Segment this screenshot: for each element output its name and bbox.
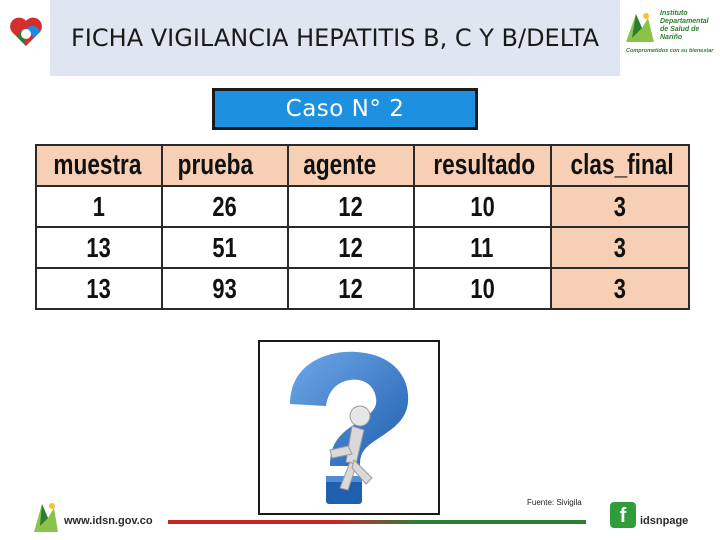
institute-name: Instituto Departamental de Salud de Nariño — [660, 10, 709, 41]
table-cell: 93 — [162, 268, 288, 309]
table-row — [36, 268, 689, 309]
source-note: Fuente: Sivigila — [527, 498, 582, 507]
table-cell: 26 — [162, 186, 288, 227]
column-header: prueba — [162, 145, 288, 186]
table-cell: 10 — [414, 186, 551, 227]
column-header: muestra — [36, 145, 162, 186]
institute-logo — [622, 8, 714, 56]
table-cell: 13 — [36, 227, 162, 268]
table-cell: 51 — [162, 227, 288, 268]
table-cell: 3 — [551, 268, 689, 309]
table-cell: 12 — [288, 227, 414, 268]
table-cell: 12 — [288, 186, 414, 227]
question-mark-icon — [260, 342, 438, 513]
institute-tagline: Comprometidos con su bienestar — [626, 48, 714, 54]
page-title: FICHA VIGILANCIA HEPATITIS B, C Y B/DELTA — [71, 23, 599, 52]
website-link[interactable]: www.idsn.gov.co — [64, 515, 153, 527]
title-banner — [50, 0, 620, 76]
table-row — [36, 186, 689, 227]
column-header: resultado — [414, 145, 551, 186]
table-cell: 11 — [414, 227, 551, 268]
table-row — [36, 227, 689, 268]
table-header-row — [36, 145, 689, 186]
footer-emblem-icon — [32, 500, 60, 534]
case-number-box — [212, 88, 478, 130]
table-cell: 3 — [551, 227, 689, 268]
institute-emblem-icon — [622, 8, 658, 46]
idsn-heart-logo — [6, 12, 46, 52]
table-cell: 12 — [288, 268, 414, 309]
table-cell: 10 — [414, 268, 551, 309]
surveillance-table — [35, 144, 690, 310]
table-cell: 13 — [36, 268, 162, 309]
table-cell: 3 — [551, 186, 689, 227]
column-header: clas_final — [551, 145, 689, 186]
footer-divider — [168, 520, 586, 524]
table-cell: 1 — [36, 186, 162, 227]
case-number-label: Caso N° 2 — [285, 96, 405, 122]
column-header: agente — [288, 145, 414, 186]
facebook-icon[interactable]: f — [610, 502, 636, 528]
facebook-handle-link[interactable]: idsnpage — [640, 515, 689, 527]
thinking-figure-image — [258, 340, 440, 515]
